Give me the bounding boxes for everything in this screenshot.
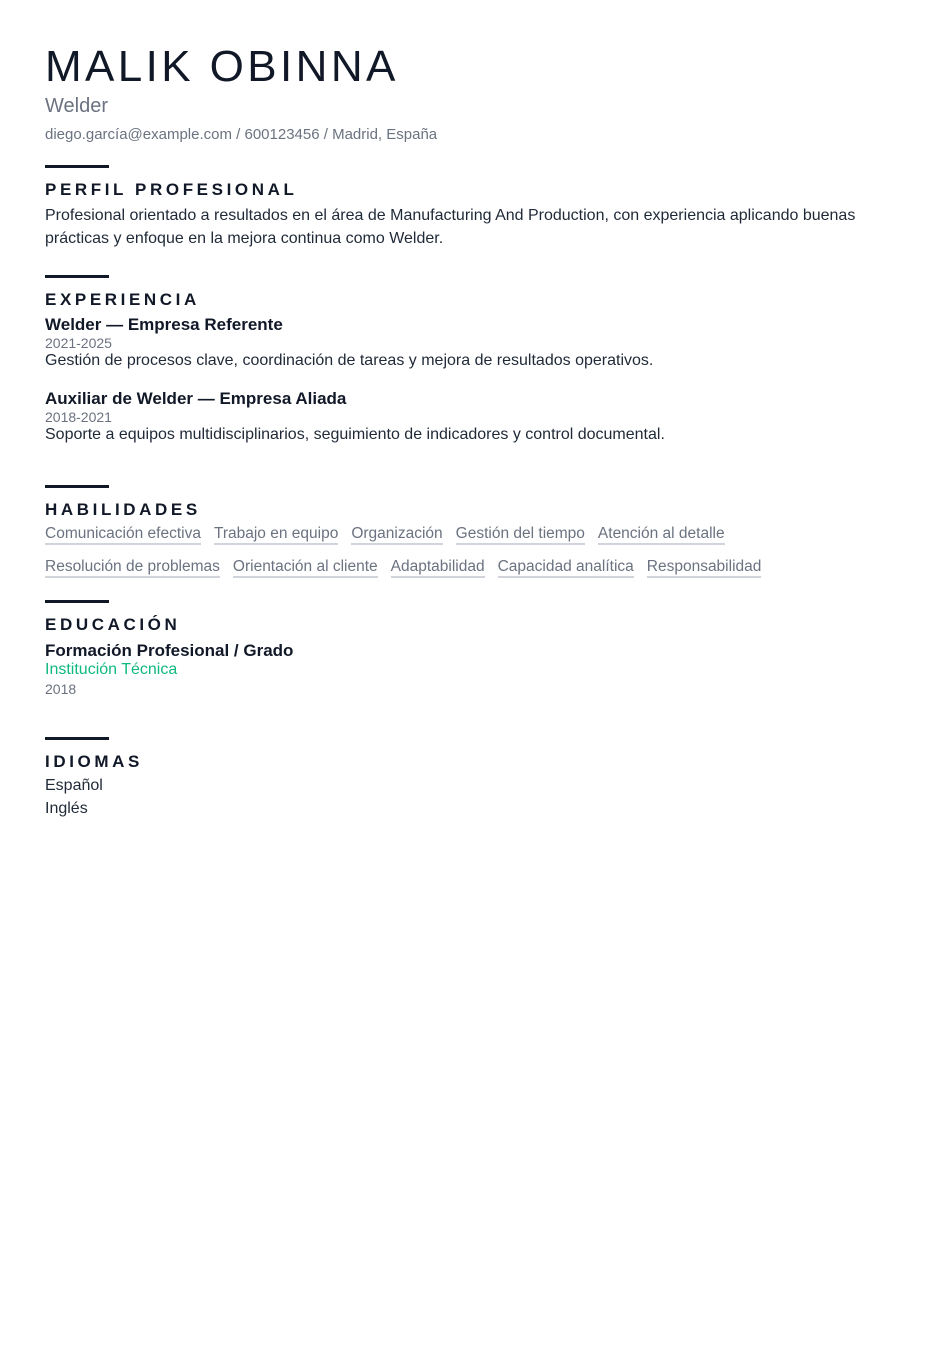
section-divider xyxy=(45,165,109,168)
languages-section xyxy=(45,737,907,820)
candidate-name: MALIK OBINNA xyxy=(45,42,399,91)
education-section xyxy=(45,600,907,699)
experience-item xyxy=(45,315,907,371)
section-title-skills: HABILIDADES xyxy=(45,500,201,519)
profile-text: Profesional orientado a resultados en el área de Manufacturing And Production, con experiencia aplicando buenas prácticas y enfoque en la mejora continua como Welder. xyxy=(45,207,856,247)
job-period: 2018-2021 xyxy=(45,409,112,425)
section-title-education: EDUCACIÓN xyxy=(45,615,181,634)
skill-tag: Resolución de problemas xyxy=(45,557,220,578)
section-divider xyxy=(45,275,109,278)
section-title-languages: IDIOMAS xyxy=(45,752,143,771)
experience-section xyxy=(45,275,907,445)
job-period: 2021-2025 xyxy=(45,335,112,351)
section-title-profile: PERFIL PROFESIONAL xyxy=(45,180,298,199)
education-year: 2018 xyxy=(45,681,77,697)
skills-section xyxy=(45,485,907,590)
section-divider xyxy=(45,485,109,488)
education-institution: Institución Técnica xyxy=(45,661,178,678)
skill-tag: Comunicación efectiva xyxy=(45,524,201,545)
skill-tag: Adaptabilidad xyxy=(391,557,485,578)
candidate-role: Welder xyxy=(45,95,108,117)
skill-tag: Organización xyxy=(351,524,442,545)
section-divider xyxy=(45,600,109,603)
skills-list xyxy=(45,524,915,590)
skill-tag: Capacidad analítica xyxy=(498,557,634,578)
experience-item xyxy=(45,389,907,445)
section-title-experience: EXPERIENCIA xyxy=(45,290,200,309)
language-item: Inglés xyxy=(45,800,88,817)
education-item xyxy=(45,641,907,699)
job-title: Auxiliar de Welder — Empresa Aliada xyxy=(45,389,347,408)
skill-tag: Orientación al cliente xyxy=(233,557,378,578)
job-description: Gestión de procesos clave, coordinación de tareas y mejora de resultados operativos. xyxy=(45,352,654,369)
job-description: Soporte a equipos multidisciplinarios, seguimiento de indicadores y control documental. xyxy=(45,426,665,443)
skill-tag: Atención al detalle xyxy=(598,524,725,545)
resume-header xyxy=(45,44,907,145)
skill-tag: Gestión del tiempo xyxy=(456,524,585,545)
language-item: Español xyxy=(45,777,103,794)
languages-list xyxy=(45,774,907,820)
section-divider xyxy=(45,737,109,740)
skill-tag: Responsabilidad xyxy=(647,557,762,578)
profile-section xyxy=(45,165,907,250)
job-title: Welder — Empresa Referente xyxy=(45,315,283,334)
education-degree: Formación Profesional / Grado xyxy=(45,641,294,660)
skill-tag: Trabajo en equipo xyxy=(214,524,338,545)
contact-line: diego.garcía@example.com / 600123456 / Madrid, España xyxy=(45,126,438,143)
